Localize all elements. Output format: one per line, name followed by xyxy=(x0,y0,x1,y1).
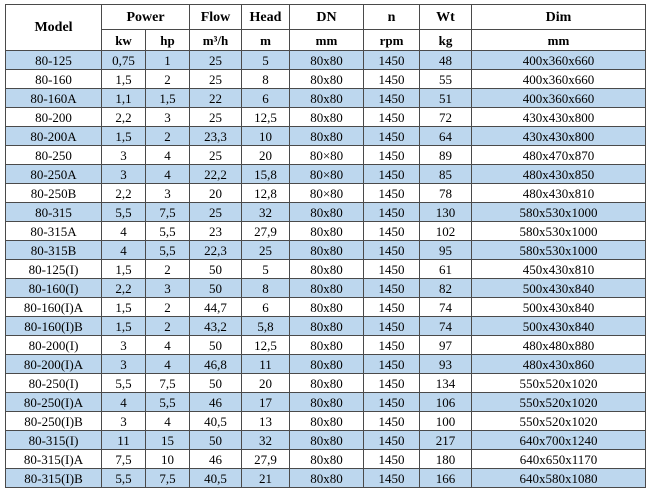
table-row xyxy=(6,374,646,393)
cell-dim: 550x520x1020 xyxy=(472,393,646,412)
table-row xyxy=(6,469,646,488)
table-header xyxy=(6,5,646,51)
cell-hp: 4 xyxy=(146,336,190,355)
cell-model: 80-250B xyxy=(6,184,102,203)
pump-specification-table xyxy=(5,4,646,488)
cell-wt: 89 xyxy=(420,146,472,165)
cell-model: 80-315(I)A xyxy=(6,450,102,469)
table-row xyxy=(6,127,646,146)
cell-hp: 2 xyxy=(146,260,190,279)
cell-head: 6 xyxy=(242,89,290,108)
cell-hp: 4 xyxy=(146,165,190,184)
cell-dim: 430x430x800 xyxy=(472,108,646,127)
cell-dn: 80x80 xyxy=(290,241,364,260)
cell-kw: 5,5 xyxy=(102,469,146,488)
cell-dim: 640x700x1240 xyxy=(472,431,646,450)
cell-wt: 74 xyxy=(420,317,472,336)
cell-n: 1450 xyxy=(364,412,420,431)
table-row xyxy=(6,412,646,431)
cell-hp: 3 xyxy=(146,184,190,203)
cell-flow: 22,3 xyxy=(190,241,242,260)
cell-dim: 480x470x870 xyxy=(472,146,646,165)
cell-wt: 217 xyxy=(420,431,472,450)
cell-head: 5 xyxy=(242,260,290,279)
cell-head: 32 xyxy=(242,431,290,450)
table-row xyxy=(6,298,646,317)
cell-kw: 5,5 xyxy=(102,374,146,393)
cell-hp: 15 xyxy=(146,431,190,450)
cell-n: 1450 xyxy=(364,241,420,260)
cell-wt: 130 xyxy=(420,203,472,222)
cell-head: 20 xyxy=(242,374,290,393)
cell-dim: 500x430x840 xyxy=(472,279,646,298)
table-row xyxy=(6,450,646,469)
cell-kw: 2,2 xyxy=(102,279,146,298)
cell-head: 27,9 xyxy=(242,222,290,241)
cell-flow: 40,5 xyxy=(190,469,242,488)
cell-model: 80-160 xyxy=(6,70,102,89)
table-header-units-row xyxy=(6,30,646,51)
cell-wt: 55 xyxy=(420,70,472,89)
cell-model: 80-315(I)B xyxy=(6,469,102,488)
cell-wt: 106 xyxy=(420,393,472,412)
cell-hp: 7,5 xyxy=(146,469,190,488)
unit-header-head: m xyxy=(242,30,290,51)
cell-n: 1450 xyxy=(364,108,420,127)
cell-head: 17 xyxy=(242,393,290,412)
cell-wt: 48 xyxy=(420,51,472,70)
cell-dim: 580x530x1000 xyxy=(472,241,646,260)
cell-flow: 46 xyxy=(190,450,242,469)
cell-hp: 4 xyxy=(146,412,190,431)
cell-hp: 2 xyxy=(146,317,190,336)
cell-kw: 5,5 xyxy=(102,203,146,222)
cell-model: 80-250(I) xyxy=(6,374,102,393)
cell-kw: 4 xyxy=(102,393,146,412)
cell-model: 80-315 xyxy=(6,203,102,222)
cell-hp: 5,5 xyxy=(146,241,190,260)
cell-kw: 3 xyxy=(102,412,146,431)
cell-dim: 400x360x660 xyxy=(472,51,646,70)
table-row xyxy=(6,260,646,279)
cell-kw: 3 xyxy=(102,146,146,165)
cell-n: 1450 xyxy=(364,89,420,108)
cell-model: 80-160A xyxy=(6,89,102,108)
table-row xyxy=(6,184,646,203)
cell-flow: 44,7 xyxy=(190,298,242,317)
cell-head: 5,8 xyxy=(242,317,290,336)
column-header-dn: DN xyxy=(290,5,364,30)
cell-n: 1450 xyxy=(364,184,420,203)
cell-dn: 80x80 xyxy=(290,260,364,279)
table-row xyxy=(6,203,646,222)
cell-n: 1450 xyxy=(364,279,420,298)
cell-head: 12,8 xyxy=(242,184,290,203)
cell-head: 5 xyxy=(242,51,290,70)
cell-n: 1450 xyxy=(364,469,420,488)
cell-wt: 102 xyxy=(420,222,472,241)
table-row xyxy=(6,241,646,260)
cell-head: 6 xyxy=(242,298,290,317)
cell-wt: 93 xyxy=(420,355,472,374)
cell-flow: 25 xyxy=(190,70,242,89)
cell-hp: 4 xyxy=(146,355,190,374)
cell-kw: 3 xyxy=(102,336,146,355)
cell-dim: 640x650x1170 xyxy=(472,450,646,469)
cell-dn: 80×80 xyxy=(290,165,364,184)
cell-model: 80-200(I) xyxy=(6,336,102,355)
cell-kw: 0,75 xyxy=(102,51,146,70)
cell-flow: 23 xyxy=(190,222,242,241)
table-row xyxy=(6,108,646,127)
cell-dn: 80x80 xyxy=(290,355,364,374)
cell-n: 1450 xyxy=(364,431,420,450)
cell-flow: 50 xyxy=(190,336,242,355)
cell-head: 27,9 xyxy=(242,450,290,469)
cell-wt: 61 xyxy=(420,260,472,279)
cell-kw: 1,5 xyxy=(102,260,146,279)
cell-dim: 400x360x660 xyxy=(472,70,646,89)
table-row xyxy=(6,355,646,374)
cell-dn: 80x80 xyxy=(290,70,364,89)
cell-dn: 80x80 xyxy=(290,89,364,108)
cell-dim: 550x520x1020 xyxy=(472,412,646,431)
cell-kw: 4 xyxy=(102,222,146,241)
cell-hp: 7,5 xyxy=(146,374,190,393)
cell-dim: 480x430x850 xyxy=(472,165,646,184)
cell-kw: 2,2 xyxy=(102,108,146,127)
cell-model: 80-200 xyxy=(6,108,102,127)
cell-head: 12,5 xyxy=(242,336,290,355)
cell-wt: 95 xyxy=(420,241,472,260)
cell-model: 80-250(I)B xyxy=(6,412,102,431)
table-row xyxy=(6,70,646,89)
cell-dn: 80x80 xyxy=(290,298,364,317)
cell-wt: 134 xyxy=(420,374,472,393)
cell-head: 20 xyxy=(242,146,290,165)
cell-dim: 580x530x1000 xyxy=(472,203,646,222)
cell-n: 1450 xyxy=(364,260,420,279)
cell-dim: 430x430x800 xyxy=(472,127,646,146)
cell-dn: 80x80 xyxy=(290,108,364,127)
cell-head: 12,5 xyxy=(242,108,290,127)
cell-kw: 3 xyxy=(102,355,146,374)
cell-dn: 80x80 xyxy=(290,412,364,431)
cell-wt: 97 xyxy=(420,336,472,355)
cell-dim: 500x430x840 xyxy=(472,317,646,336)
cell-n: 1450 xyxy=(364,298,420,317)
cell-head: 32 xyxy=(242,203,290,222)
cell-flow: 50 xyxy=(190,260,242,279)
cell-dn: 80x80 xyxy=(290,469,364,488)
cell-dn: 80x80 xyxy=(290,222,364,241)
cell-dn: 80x80 xyxy=(290,317,364,336)
cell-n: 1450 xyxy=(364,336,420,355)
cell-kw: 1,5 xyxy=(102,298,146,317)
cell-hp: 10 xyxy=(146,450,190,469)
cell-dim: 500x430x840 xyxy=(472,298,646,317)
cell-n: 1450 xyxy=(364,317,420,336)
cell-flow: 25 xyxy=(190,146,242,165)
cell-flow: 50 xyxy=(190,279,242,298)
unit-header-hp: hp xyxy=(146,30,190,51)
cell-flow: 46 xyxy=(190,393,242,412)
cell-wt: 100 xyxy=(420,412,472,431)
cell-flow: 25 xyxy=(190,108,242,127)
cell-flow: 46,8 xyxy=(190,355,242,374)
cell-hp: 3 xyxy=(146,108,190,127)
cell-dn: 80×80 xyxy=(290,146,364,165)
table-row xyxy=(6,165,646,184)
unit-header-n: rpm xyxy=(364,30,420,51)
table-row xyxy=(6,89,646,108)
cell-model: 80-125 xyxy=(6,51,102,70)
table-row xyxy=(6,393,646,412)
cell-dn: 80x80 xyxy=(290,51,364,70)
cell-n: 1450 xyxy=(364,222,420,241)
table-header-group-row xyxy=(6,5,646,30)
cell-hp: 7,5 xyxy=(146,203,190,222)
column-header-wt: Wt xyxy=(420,5,472,30)
column-header-n: n xyxy=(364,5,420,30)
cell-wt: 78 xyxy=(420,184,472,203)
cell-model: 80-315A xyxy=(6,222,102,241)
cell-flow: 50 xyxy=(190,374,242,393)
cell-kw: 1,1 xyxy=(102,89,146,108)
cell-dn: 80x80 xyxy=(290,393,364,412)
cell-dim: 480x430x860 xyxy=(472,355,646,374)
cell-flow: 25 xyxy=(190,203,242,222)
cell-flow: 22 xyxy=(190,89,242,108)
cell-kw: 11 xyxy=(102,431,146,450)
column-header-flow: Flow xyxy=(190,5,242,30)
cell-n: 1450 xyxy=(364,70,420,89)
table-row xyxy=(6,146,646,165)
table-body xyxy=(6,51,646,488)
cell-wt: 180 xyxy=(420,450,472,469)
cell-dn: 80x80 xyxy=(290,203,364,222)
cell-head: 8 xyxy=(242,70,290,89)
cell-kw: 7,5 xyxy=(102,450,146,469)
cell-model: 80-315B xyxy=(6,241,102,260)
column-header-model: Model xyxy=(6,5,102,51)
table-row xyxy=(6,279,646,298)
cell-dn: 80×80 xyxy=(290,184,364,203)
cell-dim: 400x360x660 xyxy=(472,89,646,108)
cell-kw: 3 xyxy=(102,165,146,184)
cell-dim: 480x430x810 xyxy=(472,184,646,203)
unit-header-flow: m³/h xyxy=(190,30,242,51)
table-row xyxy=(6,222,646,241)
cell-hp: 3 xyxy=(146,279,190,298)
cell-n: 1450 xyxy=(364,450,420,469)
cell-flow: 25 xyxy=(190,51,242,70)
cell-hp: 5,5 xyxy=(146,222,190,241)
cell-model: 80-160(I)B xyxy=(6,317,102,336)
unit-header-dim: mm xyxy=(472,30,646,51)
cell-model: 80-160(I)A xyxy=(6,298,102,317)
cell-wt: 72 xyxy=(420,108,472,127)
cell-wt: 64 xyxy=(420,127,472,146)
unit-header-wt: kg xyxy=(420,30,472,51)
cell-n: 1450 xyxy=(364,146,420,165)
cell-dn: 80x80 xyxy=(290,279,364,298)
cell-model: 80-200A xyxy=(6,127,102,146)
cell-n: 1450 xyxy=(364,393,420,412)
cell-dn: 80x80 xyxy=(290,431,364,450)
unit-header-kw: kw xyxy=(102,30,146,51)
cell-wt: 74 xyxy=(420,298,472,317)
cell-dim: 450x430x810 xyxy=(472,260,646,279)
cell-model: 80-315(I) xyxy=(6,431,102,450)
cell-wt: 85 xyxy=(420,165,472,184)
cell-dim: 480x480x880 xyxy=(472,336,646,355)
table-row xyxy=(6,431,646,450)
cell-dim: 640x580x1080 xyxy=(472,469,646,488)
cell-dn: 80x80 xyxy=(290,127,364,146)
cell-model: 80-250(I)A xyxy=(6,393,102,412)
cell-n: 1450 xyxy=(364,203,420,222)
cell-hp: 2 xyxy=(146,127,190,146)
cell-dim: 580x530x1000 xyxy=(472,222,646,241)
cell-model: 80-250 xyxy=(6,146,102,165)
cell-head: 8 xyxy=(242,279,290,298)
cell-n: 1450 xyxy=(364,127,420,146)
table-row xyxy=(6,317,646,336)
table-row xyxy=(6,336,646,355)
cell-kw: 1,5 xyxy=(102,317,146,336)
cell-head: 10 xyxy=(242,127,290,146)
cell-hp: 1 xyxy=(146,51,190,70)
cell-head: 11 xyxy=(242,355,290,374)
column-header-head: Head xyxy=(242,5,290,30)
cell-kw: 4 xyxy=(102,241,146,260)
cell-model: 80-200(I)A xyxy=(6,355,102,374)
unit-header-dn: mm xyxy=(290,30,364,51)
cell-dn: 80x80 xyxy=(290,374,364,393)
cell-head: 13 xyxy=(242,412,290,431)
cell-hp: 5,5 xyxy=(146,393,190,412)
cell-head: 15,8 xyxy=(242,165,290,184)
cell-hp: 1,5 xyxy=(146,89,190,108)
column-header-dim: Dim xyxy=(472,5,646,30)
table-row xyxy=(6,51,646,70)
cell-hp: 2 xyxy=(146,70,190,89)
cell-dn: 80x80 xyxy=(290,450,364,469)
cell-wt: 51 xyxy=(420,89,472,108)
cell-wt: 166 xyxy=(420,469,472,488)
cell-dn: 80x80 xyxy=(290,336,364,355)
cell-flow: 43,2 xyxy=(190,317,242,336)
cell-kw: 2,2 xyxy=(102,184,146,203)
cell-dim: 550x520x1020 xyxy=(472,374,646,393)
cell-flow: 23,3 xyxy=(190,127,242,146)
cell-flow: 22,2 xyxy=(190,165,242,184)
cell-head: 25 xyxy=(242,241,290,260)
cell-n: 1450 xyxy=(364,51,420,70)
cell-model: 80-160(I) xyxy=(6,279,102,298)
cell-flow: 20 xyxy=(190,184,242,203)
cell-kw: 1,5 xyxy=(102,70,146,89)
cell-flow: 50 xyxy=(190,431,242,450)
cell-wt: 82 xyxy=(420,279,472,298)
cell-model: 80-125(I) xyxy=(6,260,102,279)
cell-n: 1450 xyxy=(364,355,420,374)
cell-flow: 40,5 xyxy=(190,412,242,431)
cell-n: 1450 xyxy=(364,165,420,184)
cell-model: 80-250A xyxy=(6,165,102,184)
cell-kw: 1,5 xyxy=(102,127,146,146)
cell-head: 21 xyxy=(242,469,290,488)
cell-hp: 2 xyxy=(146,298,190,317)
cell-hp: 4 xyxy=(146,146,190,165)
cell-n: 1450 xyxy=(364,374,420,393)
column-header-power: Power xyxy=(102,5,190,30)
